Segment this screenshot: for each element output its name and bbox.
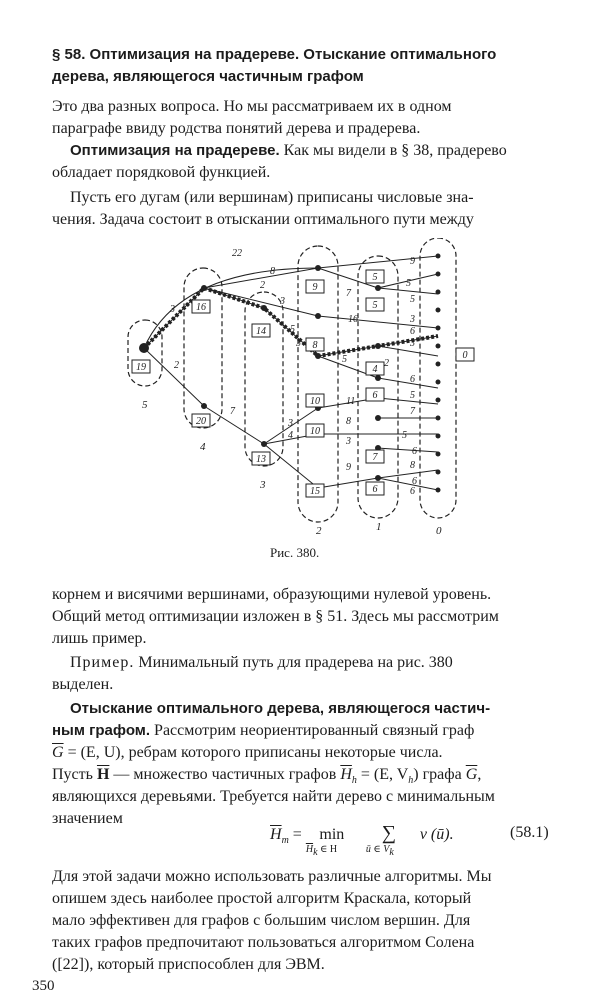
minimal-path bbox=[144, 288, 438, 356]
para7-line4: таких графов предпочитают пользоваться алгоритмом Солена bbox=[52, 934, 475, 951]
arc-label: 6 bbox=[410, 486, 415, 497]
para1-line2: параграфе ввиду родства понятий дерева и прадерева. bbox=[52, 120, 421, 137]
leaf-node bbox=[436, 326, 441, 331]
arc-label: 5 bbox=[290, 324, 295, 335]
arc-label: 5 bbox=[410, 294, 415, 305]
level-label: 5 bbox=[142, 399, 148, 411]
arc-label: 6 bbox=[410, 326, 415, 337]
arc-label: 5 bbox=[406, 278, 411, 289]
para2-rest: Как мы видели в § 38, прадерево bbox=[279, 142, 507, 159]
subscript: h bbox=[408, 775, 414, 787]
arc-label: 8 bbox=[346, 416, 351, 427]
arc-label: 7 bbox=[346, 288, 351, 299]
para2-line1 bbox=[70, 140, 507, 162]
root-node bbox=[139, 343, 149, 353]
level-label: 1 bbox=[376, 521, 382, 533]
node bbox=[375, 375, 381, 381]
value-box-label: 14 bbox=[256, 326, 266, 337]
value-box-label: 10 bbox=[310, 426, 320, 437]
arc-label: 3 bbox=[170, 304, 175, 315]
level-label: 3 bbox=[260, 479, 266, 491]
para6-line6: значением bbox=[52, 810, 123, 827]
formula-lhs: $\overline{H}$ bbox=[270, 826, 282, 843]
para7-line5: ([22]), который приспособлен для ЭВМ. bbox=[52, 956, 325, 973]
para7-line3: мало эффективен для графов с большим числом вершин. Для bbox=[52, 912, 471, 929]
leaf-node bbox=[436, 254, 441, 259]
node bbox=[315, 353, 321, 359]
para6-line5: являющихся деревьями. Требуется найти дерево с минимальным bbox=[52, 788, 495, 805]
para7-line2: опишем здесь наиболее простой алгоритм Краскала, который bbox=[52, 890, 472, 907]
arc bbox=[378, 478, 438, 490]
node bbox=[201, 403, 207, 409]
level-label: 4 bbox=[200, 441, 206, 453]
sum-operator: ∑ bbox=[381, 822, 396, 844]
value-box-label: 20 bbox=[196, 416, 206, 427]
leaf-node bbox=[436, 452, 441, 457]
node bbox=[375, 475, 381, 481]
equation-number: (58.1) bbox=[510, 824, 549, 841]
leaf-node bbox=[436, 416, 441, 421]
formula-eq: = bbox=[288, 826, 306, 843]
arc-label: 22 bbox=[232, 248, 242, 259]
sum-subscript bbox=[366, 844, 394, 858]
arc-label: 2 bbox=[384, 358, 389, 369]
arc-label: 5 bbox=[410, 390, 415, 401]
arc-label: 6 bbox=[412, 446, 417, 457]
arc-label: 3 bbox=[288, 418, 293, 429]
value-box-label: 9 bbox=[312, 282, 318, 293]
para6-rest2: Рассмотрим неориентированный связный граф bbox=[150, 722, 475, 739]
level-0-group bbox=[420, 238, 456, 518]
arc-label: 8 bbox=[410, 460, 415, 471]
para5-line1 bbox=[70, 652, 453, 674]
para3-line1: Пусть его дугам (или вершинам) приписаны числовые зна- bbox=[70, 189, 474, 206]
para4-line2: Общий метод оптимизации изложен в § 51. Здесь мы рассмотрим bbox=[52, 608, 499, 625]
para7-line1: Для этой задачи можно использовать различные алгоритмы. Мы bbox=[52, 868, 492, 885]
value-box-label: 4 bbox=[372, 364, 378, 375]
value-box-label: 7 bbox=[372, 452, 378, 463]
arc-label: 3 bbox=[296, 338, 301, 349]
node bbox=[315, 265, 321, 271]
para4-line3: лишь пример. bbox=[52, 630, 147, 647]
level-3-group bbox=[245, 292, 283, 466]
value-box-label: 0 bbox=[462, 350, 468, 361]
level-5-group bbox=[128, 320, 162, 386]
para3-line2: чения. Задача состоит в отыскании оптимального пути между bbox=[52, 211, 474, 228]
arc-label: 3 bbox=[280, 296, 285, 307]
arc-label: 4 bbox=[288, 430, 293, 441]
set-h-symbol: $\overline{H}$ bbox=[96, 766, 110, 783]
arc-label: 9 bbox=[410, 256, 415, 267]
min-operator: min bbox=[319, 826, 345, 843]
para2-line2: обладает порядковой функцией. bbox=[52, 164, 271, 181]
section-heading bbox=[52, 44, 572, 88]
text-span: = (E, V bbox=[356, 766, 409, 783]
arc bbox=[378, 448, 438, 452]
node bbox=[315, 313, 321, 319]
arc bbox=[144, 348, 204, 406]
para6-line3 bbox=[52, 742, 443, 764]
arc-label: 6 bbox=[412, 476, 417, 487]
arc bbox=[264, 444, 318, 488]
value-box-label: 5 bbox=[372, 272, 378, 283]
arc-label: 3 bbox=[410, 314, 415, 325]
min-subscript bbox=[306, 844, 337, 858]
leaf-node bbox=[436, 362, 441, 367]
text-span: Пусть bbox=[52, 766, 97, 783]
para6-bold-term: ным графом. bbox=[52, 722, 151, 739]
value-box-label: 6 bbox=[372, 484, 378, 495]
leaf-node bbox=[436, 272, 441, 277]
leaf-node bbox=[436, 434, 441, 439]
figure-380-prtree-diagram bbox=[120, 238, 480, 538]
node bbox=[261, 441, 267, 447]
arc-label: 7 bbox=[410, 406, 415, 417]
value-box-label: 8 bbox=[312, 340, 318, 351]
heading-line-1: § 58. Оптимизация на прадереве. Отыскание оптимального bbox=[52, 46, 497, 63]
graph-g-symbol: $\overline{G}$ bbox=[465, 766, 478, 783]
node bbox=[375, 415, 381, 421]
leaf-node bbox=[436, 488, 441, 493]
value-box-label: 10 bbox=[310, 396, 320, 407]
text-span: $\overline{H}$ bbox=[305, 844, 314, 855]
para2-bold-term: Оптимизация на прадереве. bbox=[70, 142, 280, 159]
node bbox=[201, 285, 207, 291]
node bbox=[261, 305, 267, 311]
arc-label: 7 bbox=[230, 406, 235, 417]
arc-label: 5 bbox=[342, 354, 347, 365]
arc-label: 6 bbox=[410, 374, 415, 385]
page-number: 350 bbox=[32, 978, 55, 994]
leaf-nodes bbox=[436, 254, 441, 493]
formula-sum bbox=[362, 822, 416, 858]
subscript: h bbox=[351, 775, 357, 787]
value-box-label: 19 bbox=[136, 362, 146, 373]
heading-line-2: дерева, являющегося частичным графом bbox=[52, 68, 364, 85]
graph-g-symbol: $\overline{G}$ bbox=[52, 744, 64, 761]
arc bbox=[378, 378, 438, 388]
arc bbox=[378, 346, 438, 356]
arc-label: 2 bbox=[174, 360, 179, 371]
formula-58-1 bbox=[270, 822, 600, 858]
value-box-label: 13 bbox=[256, 454, 266, 465]
text-span: k bbox=[313, 847, 318, 858]
text-span: ) графа bbox=[413, 766, 466, 783]
para6-line3-rest: = (E, U), ребрам которого приписаны некоторые числа. bbox=[63, 744, 443, 761]
para4-line1: корнем и висячими вершинами, образующими нулевой уровень. bbox=[52, 586, 492, 603]
arc-label: 5 bbox=[402, 430, 407, 441]
value-box-label: 16 bbox=[196, 302, 206, 313]
text-span: k bbox=[389, 847, 394, 858]
value-box-label: 6 bbox=[372, 390, 378, 401]
para6-line1: Отыскание оптимального дерева, являющегося частич- bbox=[70, 700, 491, 717]
para5-rest: Минимальный путь для прадерева на рис. 380 bbox=[134, 654, 453, 671]
arc-label: 9 bbox=[346, 462, 351, 473]
para5-line2: выделен. bbox=[52, 676, 114, 693]
para1-line1: Это два разных вопроса. Но мы рассматриваем их в одном bbox=[52, 98, 452, 115]
value-box-label: 5 bbox=[372, 300, 378, 311]
text-span: — множество частичных графов bbox=[109, 766, 341, 783]
h-symbol: $\overline{H}$ bbox=[340, 766, 352, 783]
leaf-node bbox=[436, 380, 441, 385]
arc bbox=[378, 398, 438, 404]
arc bbox=[378, 470, 438, 478]
level-label: 2 bbox=[316, 525, 322, 537]
formula-term: v (ū). bbox=[419, 826, 454, 843]
arc-label: 11 bbox=[346, 396, 356, 407]
node bbox=[375, 343, 381, 349]
value-box-label: 15 bbox=[310, 486, 320, 497]
arc-label: 16 bbox=[348, 314, 358, 325]
text-span: ū ∈ V bbox=[365, 844, 390, 855]
text-span: ∈ H bbox=[317, 844, 338, 855]
text-span: , bbox=[477, 766, 482, 783]
formula-min bbox=[305, 826, 358, 858]
leaf-node bbox=[436, 308, 441, 313]
arc-label: 3 bbox=[346, 436, 351, 447]
leaf-node bbox=[436, 344, 441, 349]
arc-label: 8 bbox=[270, 266, 275, 277]
arc-label: 3 bbox=[410, 338, 415, 349]
para6-line2 bbox=[52, 720, 474, 742]
leaf-node bbox=[436, 470, 441, 475]
arc-label: 2 bbox=[260, 280, 265, 291]
level-label: 0 bbox=[436, 525, 442, 537]
figure-caption: Рис. 380. bbox=[270, 545, 320, 560]
leaf-node bbox=[436, 290, 441, 295]
formula-lhs-sub: m bbox=[281, 835, 289, 847]
node bbox=[375, 285, 381, 291]
leaf-node bbox=[436, 398, 441, 403]
example-label: Пример. bbox=[70, 654, 135, 671]
